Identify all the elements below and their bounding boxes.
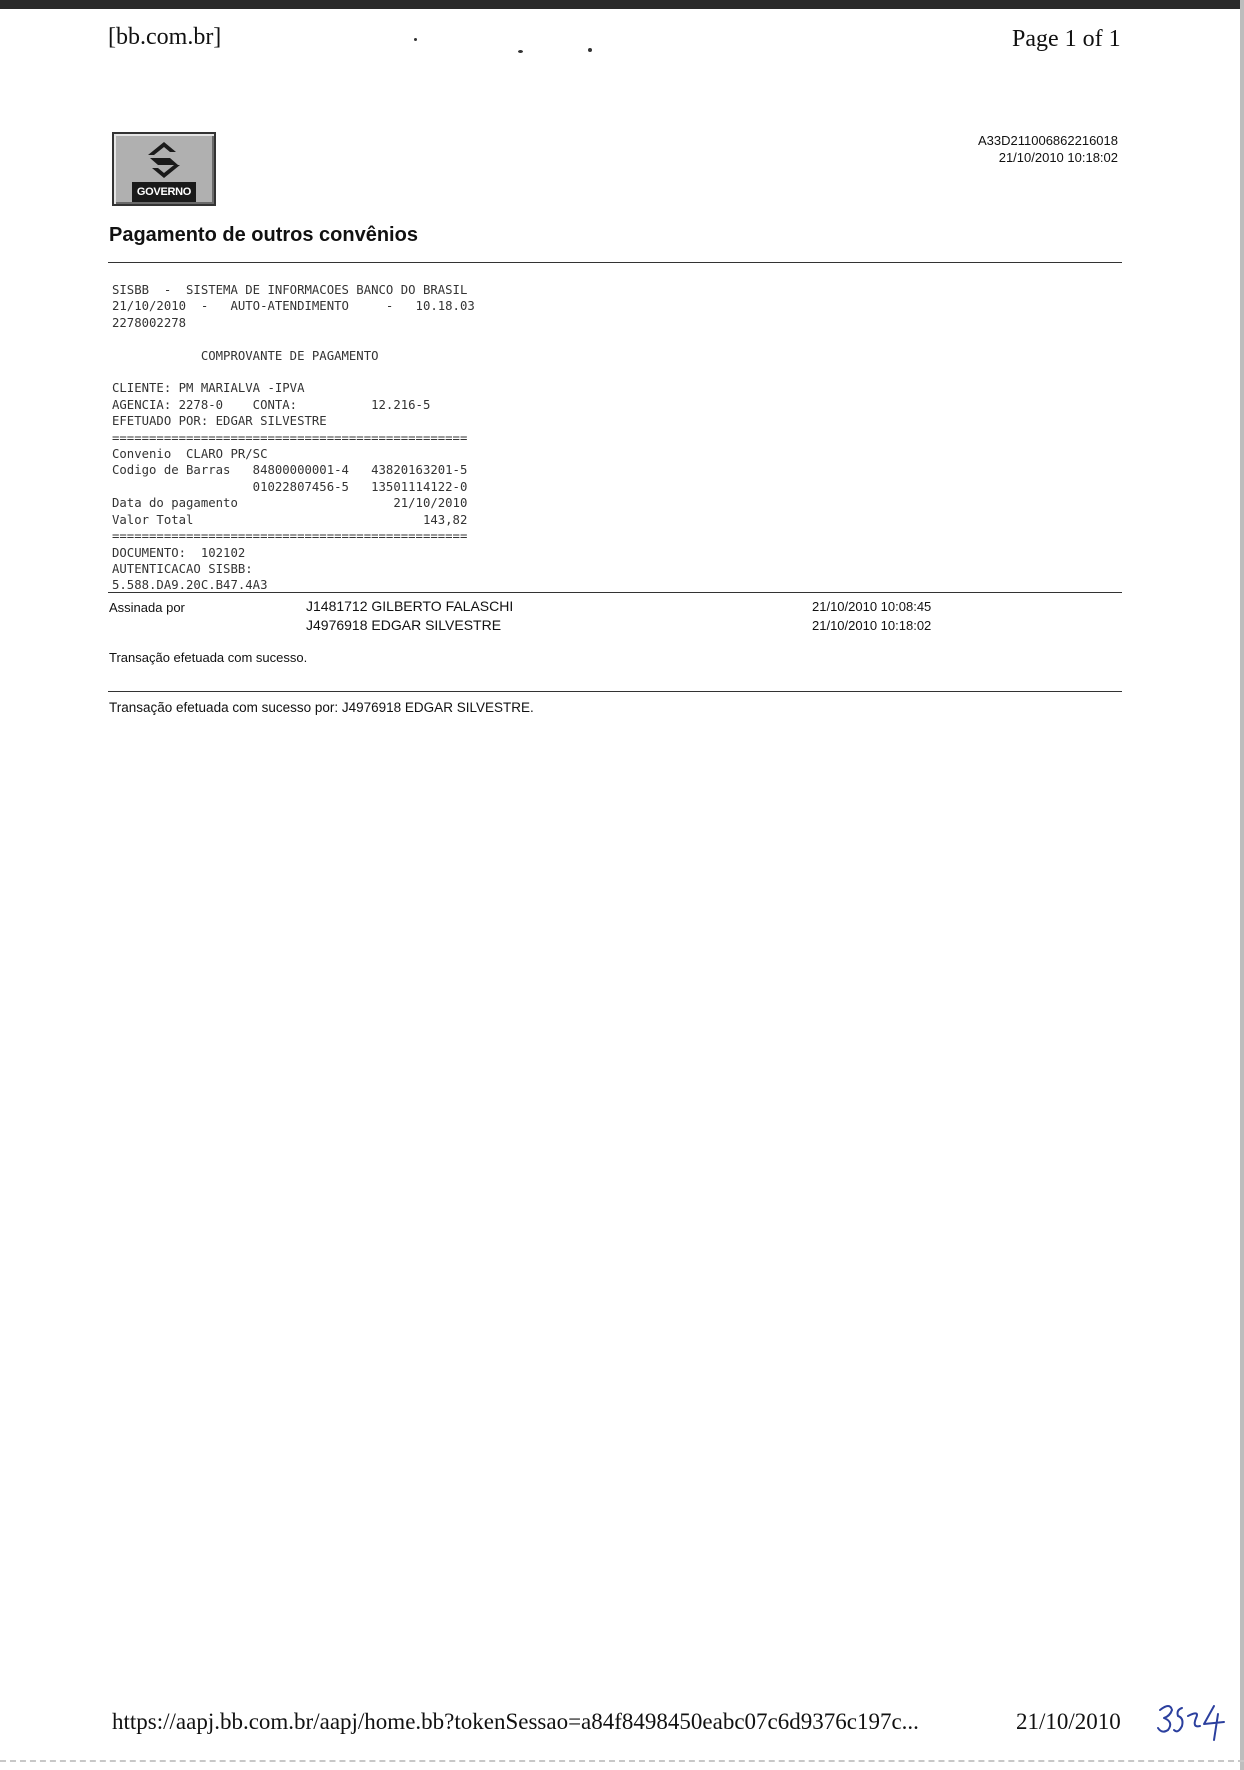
receipt-line: SISBB - SISTEMA DE INFORMACOES BANCO DO BRASIL	[112, 283, 468, 297]
receipt-line: 01022807456-5 13501114122-0	[112, 479, 468, 494]
payment-receipt	[112, 282, 475, 594]
receipt-line: ================================================	[112, 430, 468, 445]
receipt-line: Codigo de Barras 84800000001-4 43820163201-5	[112, 463, 468, 478]
receipt-line: Convenio CLARO PR/SC	[112, 447, 268, 462]
receipt-line: DOCUMENTO: 102102	[112, 545, 246, 560]
signed-by-label: Assinada por	[109, 600, 185, 615]
receipt-line: COMPROVANTE DE PAGAMENTO	[112, 348, 379, 363]
signer-name: J1481712 GILBERTO FALASCHI	[306, 598, 514, 614]
footer-divider	[108, 691, 1122, 692]
signer-name: J4976918 EDGAR SILVESTRE	[306, 617, 502, 633]
footer-url: https://aapj.bb.com.br/aapj/home.bb?tokenSessao=a84f8498450eabc07c6d9376c197c...	[112, 1709, 919, 1734]
success-by-message: Transação efetuada com sucesso por: J4976918 EDGAR SILVESTRE.	[109, 700, 534, 715]
scan-top-border	[0, 0, 1244, 9]
receipt-line: CLIENTE: PM MARIALVA -IPVA	[112, 381, 305, 396]
banco-do-brasil-logo-icon	[144, 140, 184, 180]
handwritten-note	[1156, 1700, 1230, 1744]
receipt-line: ================================================	[112, 529, 468, 544]
governo-logo	[112, 132, 216, 206]
success-message: Transação efetuada com sucesso.	[109, 650, 308, 665]
signature-divider	[108, 592, 1122, 593]
logo-label: GOVERNO	[132, 182, 196, 202]
scan-right-edge	[1240, 0, 1244, 1770]
site-header: [bb.com.br]	[108, 24, 222, 50]
reference-block	[900, 132, 1118, 166]
signer-time: 21/10/2010 10:18:02	[812, 618, 932, 633]
page-indicator: Page 1 of 1	[1012, 26, 1121, 52]
receipt-line: AGENCIA: 2278-0 CONTA: 12.216-5	[112, 397, 431, 412]
receipt-line: 21/10/2010 - AUTO-ATENDIMENTO - 10.18.03	[112, 299, 475, 314]
receipt-line: Valor Total 143,82	[112, 512, 468, 527]
signer-times	[812, 597, 931, 635]
receipt-line	[112, 364, 475, 380]
reference-timestamp: 21/10/2010 10:18:02	[998, 150, 1118, 165]
reference-code: A33D211006862216018	[977, 133, 1118, 148]
scan-bottom-edge	[0, 1760, 1244, 1762]
signer-names	[306, 597, 513, 635]
footer-date: 21/10/2010	[1016, 1709, 1121, 1734]
receipt-line: 5.588.DA9.20C.B47.4A3	[112, 578, 268, 593]
receipt-line	[112, 331, 475, 347]
signer-time: 21/10/2010 10:08:45	[812, 599, 932, 614]
page-title: Pagamento de outros convênios	[109, 224, 418, 246]
title-divider	[108, 262, 1122, 263]
receipt-line: AUTENTICACAO SISBB:	[112, 561, 253, 576]
receipt-line: EFETUADO POR: EDGAR SILVESTRE	[112, 414, 327, 429]
receipt-line: Data do pagamento 21/10/2010	[112, 496, 468, 511]
receipt-line: 2278002278	[112, 315, 187, 330]
